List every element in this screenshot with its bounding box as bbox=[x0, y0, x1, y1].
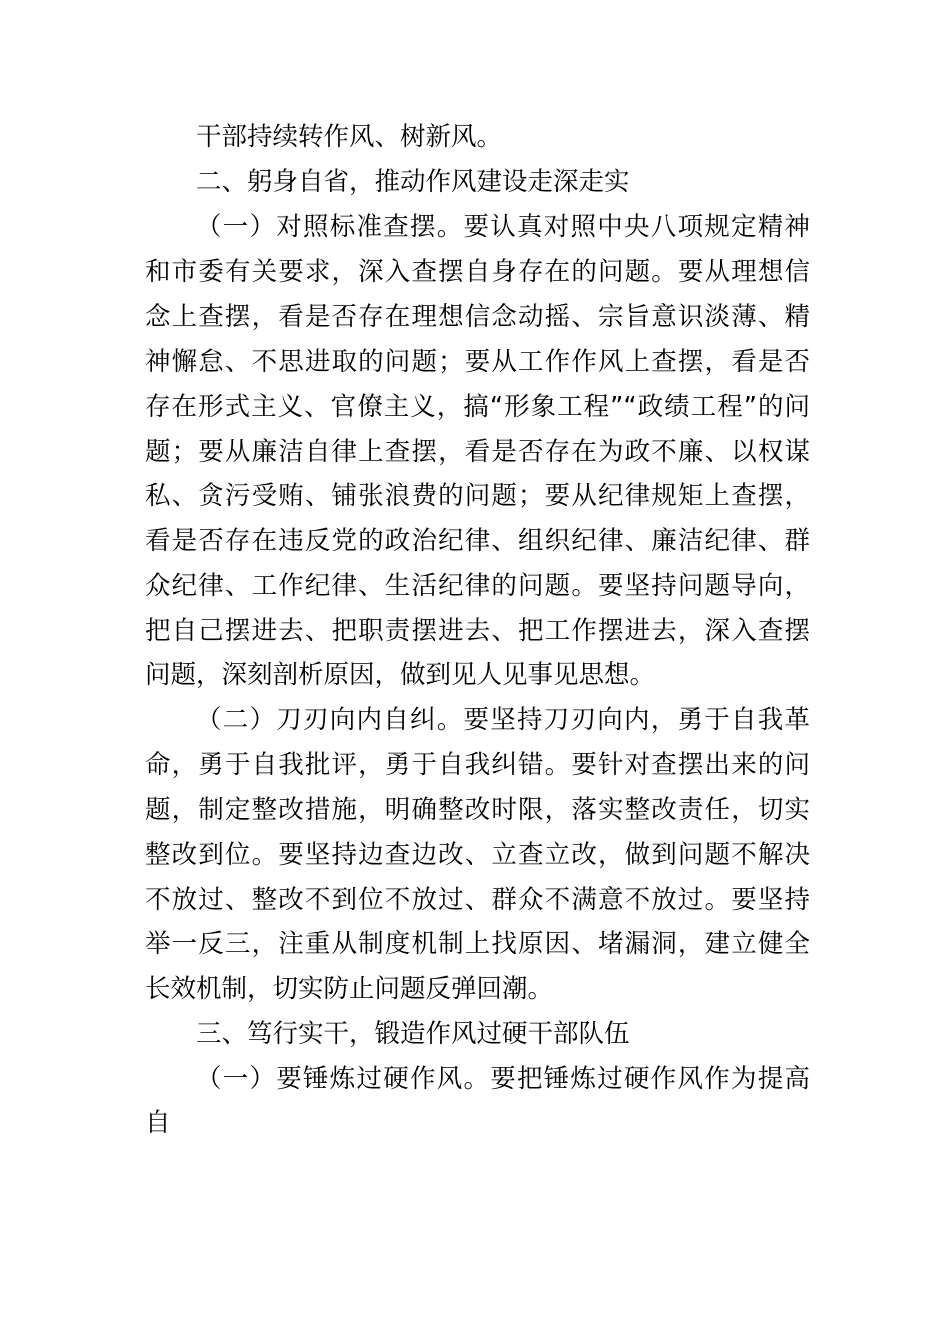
text-line: （一）要锤炼过硬作风。要把锤炼过硬作风作为提高 bbox=[196, 1064, 810, 1094]
section-heading: 二、躬身自省，推动作风建设走深走实 bbox=[196, 167, 630, 197]
text-line: 自 bbox=[145, 1108, 171, 1138]
text-line: （一）对照标准查摆。要认真对照中央八项规定精神 bbox=[196, 212, 810, 242]
text-line: 不放过、整改不到位不放过、群众不满意不放过。要坚持 bbox=[145, 885, 810, 915]
text-line: 看是否存在违反党的政治纪律、组织纪律、廉洁纪律、群 bbox=[145, 526, 810, 556]
text-line: （二）刀刃向内自纠。要坚持刀刃向内，勇于自我革 bbox=[196, 705, 810, 735]
text-line: 命，勇于自我批评，勇于自我纠错。要针对查摆出来的问 bbox=[145, 750, 810, 780]
text-line: 干部持续转作风、树新风。 bbox=[196, 122, 503, 152]
text-line: 念上查摆，看是否存在理想信念动摇、宗旨意识淡薄、精 bbox=[145, 302, 810, 332]
text-line: 私、贪污受贿、铺张浪费的问题；要从纪律规矩上查摆， bbox=[145, 481, 810, 511]
text-line: 问题，深刻剖析原因，做到见人见事见思想。 bbox=[145, 660, 656, 690]
text-line: 和市委有关要求，深入查摆自身存在的问题。要从理想信 bbox=[145, 257, 810, 287]
text-line: 题；要从廉洁自律上查摆，看是否存在为政不廉、以权谋 bbox=[145, 437, 810, 467]
text-line: 把自己摆进去、把职责摆进去、把工作摆进去，深入查摆 bbox=[145, 616, 810, 646]
text-line: 长效机制，切实防止问题反弹回潮。 bbox=[145, 974, 554, 1004]
text-line: 题，制定整改措施，明确整改时限，落实整改责任，切实 bbox=[145, 795, 810, 825]
section-heading: 三、笃行实干，锻造作风过硬干部队伍 bbox=[196, 1019, 630, 1049]
text-line: 神懈怠、不思进取的问题；要从工作作风上查摆，看是否 bbox=[145, 347, 810, 377]
text-line: 整改到位。要坚持边查边改、立查立改，做到问题不解决 bbox=[145, 840, 810, 870]
text-line: 众纪律、工作纪律、生活纪律的问题。要坚持问题导向， bbox=[145, 571, 810, 601]
text-line: 存在形式主义、官僚主义，搞“形象工程”“政绩工程”的问 bbox=[145, 392, 810, 422]
text-line: 举一反三，注重从制度机制上找原因、堵漏洞，建立健全 bbox=[145, 929, 810, 959]
